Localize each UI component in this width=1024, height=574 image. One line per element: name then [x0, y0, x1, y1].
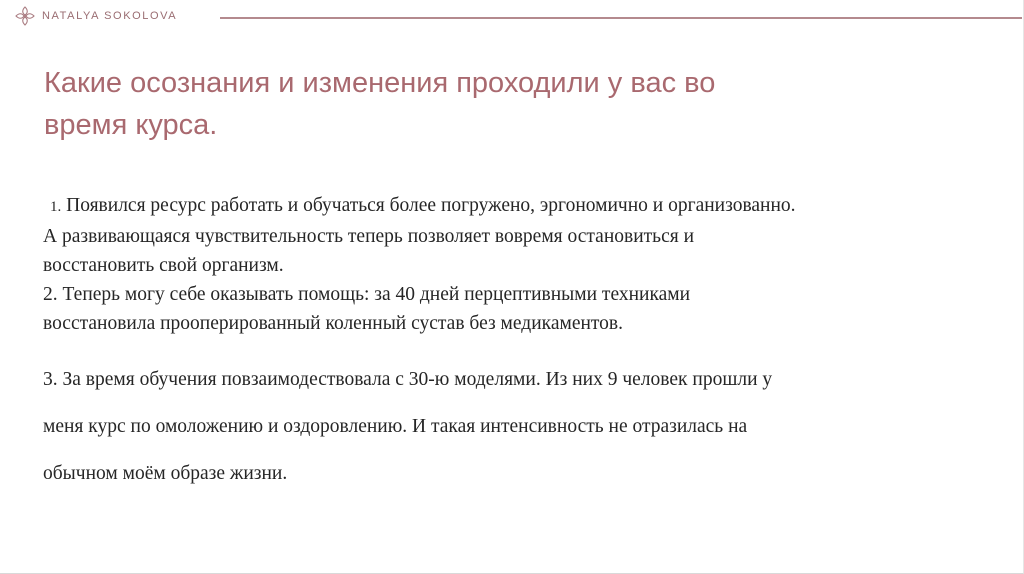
text-line: восстановить свой организм. [43, 255, 284, 276]
slide-header [0, 0, 1024, 36]
flower-cross-icon [14, 5, 36, 27]
header-divider [220, 17, 1022, 19]
answer-item-2 [43, 280, 993, 338]
text-line: обычном моём образе жизни. [43, 463, 288, 484]
answer-item-3 [43, 356, 993, 497]
item-text: Теперь могу себе оказывать помощь: за 40 дней перцептивными техниками [62, 284, 691, 305]
answer-item-1 [43, 191, 993, 280]
text-line: А развивающаяся чувствительность теперь позволяет вовремя остановиться и [43, 226, 695, 247]
item-text: За время обучения повзаимодествовала с 30-ю моделями. Из них 9 человек прошли у [62, 369, 773, 390]
title-line: Какие осознания и изменения проходили у вас во [44, 67, 716, 99]
title-line: время курса. [44, 109, 218, 141]
text-line: меня курс по омоложению и оздоровлению. И такая интенсивность не отразилась на [43, 416, 748, 437]
item-number: 3. [43, 369, 58, 390]
text-line: восстановила прооперированный коленный сустав без медикаментов. [43, 313, 624, 334]
text-line [43, 356, 993, 403]
item-number: 1. [50, 199, 62, 215]
item-text: Появился ресурс работать и обучаться более погружено, эргономично и организованно. [66, 195, 796, 216]
text-line [43, 191, 993, 222]
slide-body [43, 191, 993, 497]
brand-logo [14, 5, 177, 27]
slide-title [44, 62, 944, 146]
brand-name: NATALYA SOKOLOVA [42, 10, 178, 22]
item-number: 2. [43, 284, 58, 305]
text-line [43, 280, 993, 309]
